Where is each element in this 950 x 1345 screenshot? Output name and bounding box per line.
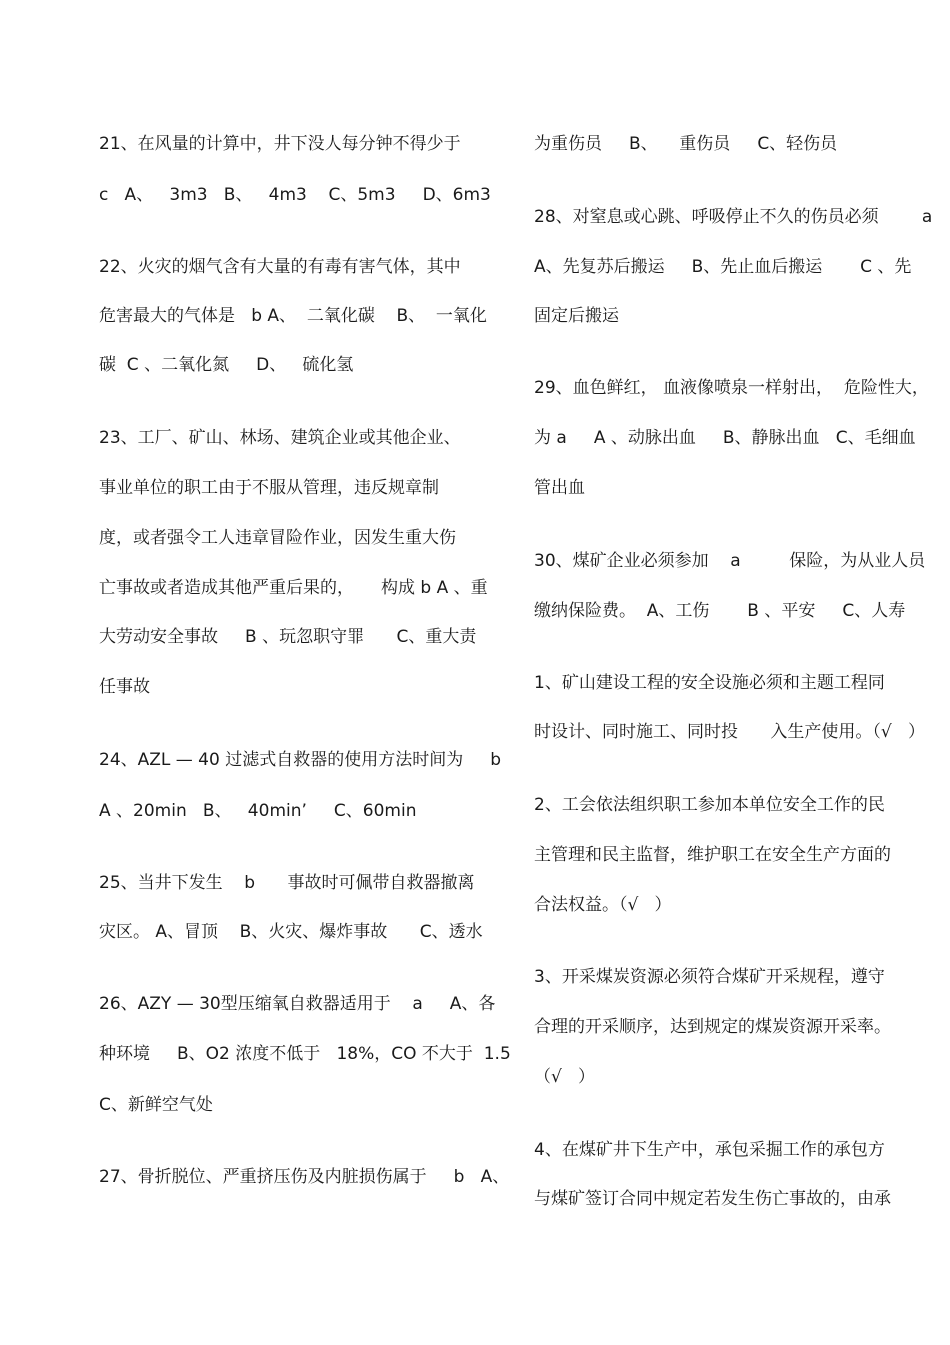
question-21-line-1: 21、在风量的计算中，井下没人每分钟不得少于 xyxy=(99,134,461,154)
question-23-line-5: 大劳动安全事故 B 、玩忽职守罪 C、重大责 xyxy=(99,627,477,647)
question-28-line-1: 28、对窒息或心跳、呼吸停止不久的伤员必须 a xyxy=(534,207,933,227)
question-23-line-1: 23、工厂、矿山、林场、建筑企业或其他企业、 xyxy=(99,428,461,448)
question-24-line-1: 24、AZL — 40 过滤式自救器的使用方法时间为 b xyxy=(99,750,502,770)
question-28-line-2: A、先复苏后搬运 B、先止血后搬运 C 、先 xyxy=(534,257,912,277)
question-29-line-3: 管出血 xyxy=(534,478,585,498)
question-27-line-1: 27、骨折脱位、严重挤压伤及内脏损伤属于 b A、 xyxy=(99,1167,510,1187)
question-23-line-6: 任事故 xyxy=(99,677,150,697)
question-29-line-1: 29、血色鲜红， 血液像喷泉一样射出， 危险性大， xyxy=(534,378,929,398)
judgement-4-line-2: 与煤矿签订合同中规定若发生伤亡事故的，由承 xyxy=(534,1189,891,1209)
judgement-1-line-1: 1、矿山建设工程的安全设施必须和主题工程同 xyxy=(534,673,885,693)
question-26-line-1: 26、AZY — 30型压缩氧自救器适用于 a A、各 xyxy=(99,994,496,1014)
judgement-3-line-3: （√ ） xyxy=(534,1067,596,1087)
question-25-line-2: 灾区。 A、冒顶 B、火灾、爆炸事故 C、透水 xyxy=(99,922,483,942)
question-21-options: c A、 3m3 B、 4m3 C、5m3 D、6m3 xyxy=(99,185,491,205)
judgement-4-line-1: 4、在煤矿井下生产中，承包采掘工作的承包方 xyxy=(534,1140,885,1160)
judgement-2-line-3: 合法权益。（√ ） xyxy=(534,895,672,915)
question-23-line-2: 事业单位的职工由于不服从管理，违反规章制 xyxy=(99,478,439,498)
judgement-2-line-2: 主管理和民主监督，维护职工在安全生产方面的 xyxy=(534,845,891,865)
question-27-line-2: 为重伤员 B、 重伤员 C、轻伤员 xyxy=(534,134,838,154)
question-26-line-2: 种环境 B、O2 浓度不低于 18%，CO 不大于 1.5 xyxy=(99,1044,511,1064)
question-23-line-4: 亡事故或者造成其他严重后果的， 构成 b A 、重 xyxy=(99,578,488,598)
judgement-2-line-1: 2、工会依法组织职工参加本单位安全工作的民 xyxy=(534,795,885,815)
judgement-3-line-1: 3、开采煤炭资源必须符合煤矿开采规程，遵守 xyxy=(534,967,885,987)
question-30-line-2: 缴纳保险费。 A、工伤 B 、平安 C、人寿 xyxy=(534,601,906,621)
judgement-3-line-2: 合理的开采顺序，达到规定的煤炭资源开采率。 xyxy=(534,1017,891,1037)
question-28-line-3: 固定后搬运 xyxy=(534,306,619,326)
question-22-line-3: 碳 C 、二氧化氮 D、 硫化氢 xyxy=(99,355,354,375)
question-30-line-1: 30、煤矿企业必须参加 a 保险，为从业人员 xyxy=(534,551,926,571)
question-29-line-2: 为 a A 、动脉出血 B、静脉出血 C、毛细血 xyxy=(534,428,916,448)
question-22-line-2: 危害最大的气体是 b A、 二氧化碳 B、 一氧化 xyxy=(99,306,487,326)
judgement-1-line-2: 时设计、同时施工、同时投 入生产使用。（√ ） xyxy=(534,722,925,742)
question-24-options: A 、20min B、 40min’ C、60min xyxy=(99,801,417,821)
question-25-line-1: 25、当井下发生 b 事故时可佩带自救器撤离 xyxy=(99,873,475,893)
question-26-line-3: C、新鲜空气处 xyxy=(99,1095,213,1115)
question-23-line-3: 度，或者强令工人违章冒险作业，因发生重大伤 xyxy=(99,528,456,548)
question-22-line-1: 22、火灾的烟气含有大量的有毒有害气体，其中 xyxy=(99,257,461,277)
